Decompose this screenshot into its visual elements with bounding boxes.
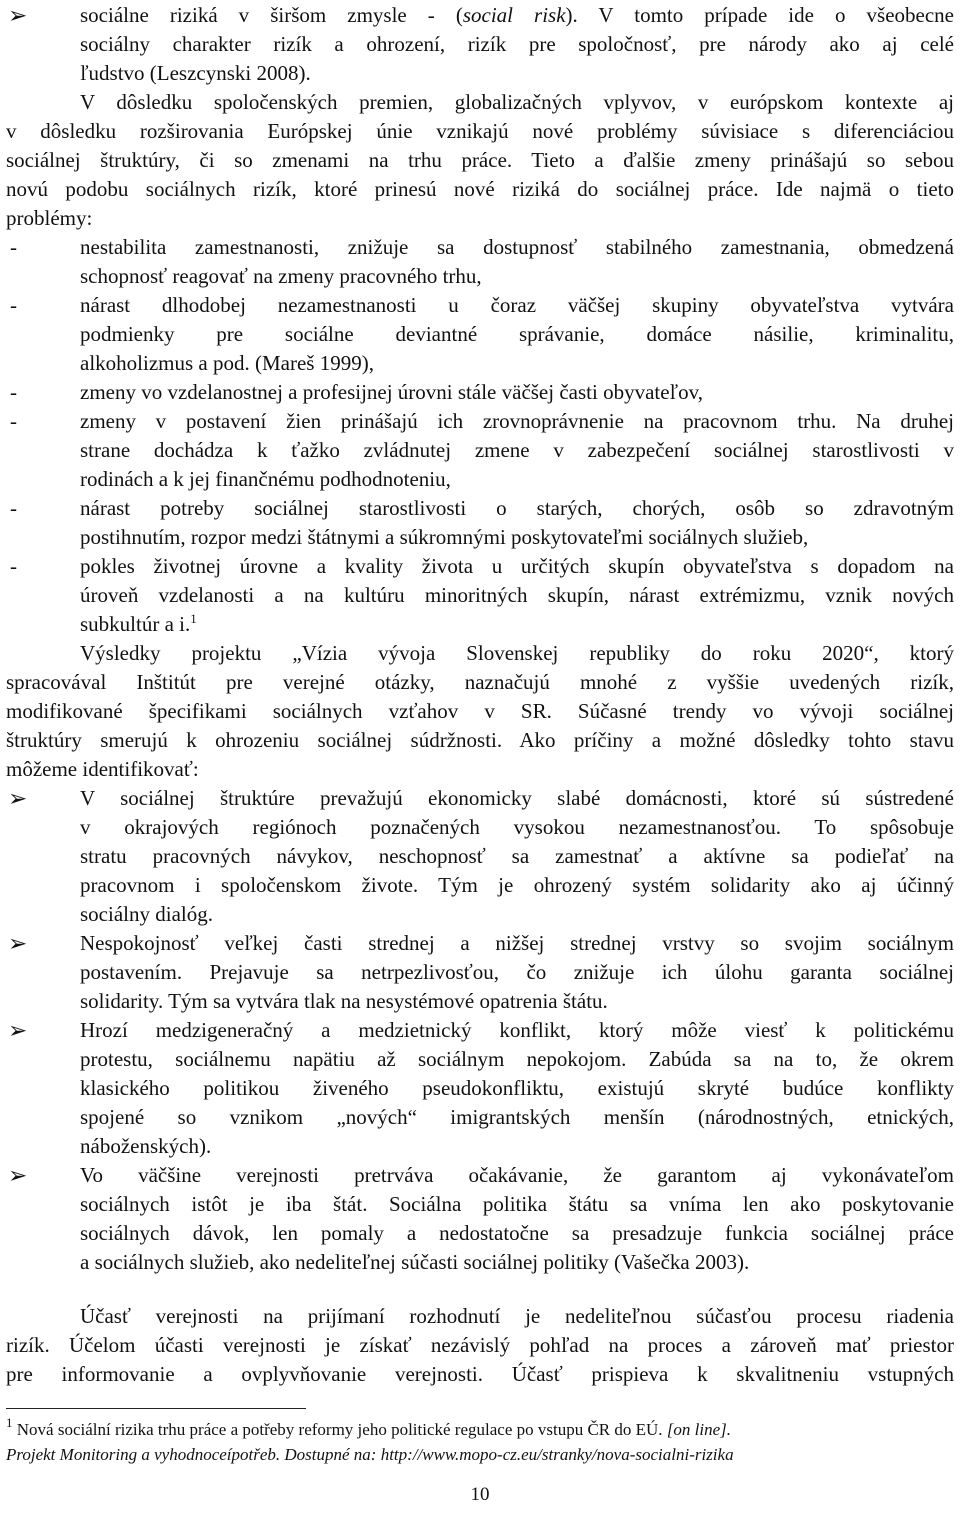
body-line: v dôsledku rozširovania Európskej únie vznikajú nové problémy súvisiace s diferenciáciou: [6, 119, 954, 143]
body-line: protestu, sociálnemu napätiu až sociálnym nepokojom. Zabúda sa na to, že okrem: [80, 1047, 954, 1071]
body-line: stratu pracovných návykov, neschopnosť sa zamestnať a aktívne sa podieľať na: [80, 844, 954, 868]
body-line: zmeny vo vzdelanostnej a profesijnej úrovni stále väčšej časti obyvateľov,: [80, 380, 703, 404]
body-line: spracovával Inštitút pre verejné otázky, naznačujú mnohé z vyššie uvedených rizík,: [6, 670, 954, 694]
footnote-text: Nová sociální rizika trhu práce a potřeby reformy jeho politické regulace po vstupu ČR do EÚ.: [16, 1420, 663, 1439]
body-line: schopnosť reagovať na zmeny pracovného trhu,: [80, 264, 482, 288]
body-line: náboženských).: [80, 1134, 212, 1158]
body-line: zmeny v postavení žien prinášajú ich zrovnoprávnenie na pracovnom trhu. Na druhej: [80, 409, 954, 433]
body-line: klasického politikou živeného pseudokonfliktu, existujú skryté budúce konflikty: [80, 1076, 954, 1100]
body-line: V sociálnej štruktúre prevažujú ekonomicky slabé domácnosti, ktoré sú sústredené: [80, 786, 954, 810]
arrow-bullet-icon: ➢: [8, 1163, 28, 1188]
body-line: sociálnych istôt je iba štát. Sociálna politika štátu sa vníma len ako poskytovanie: [80, 1192, 954, 1216]
line-text: subkultúr a i.: [80, 612, 191, 636]
body-line: postihnutím, rozpor medzi štátnymi a súkromnými poskytovateľmi sociálnych služieb,: [80, 525, 809, 549]
arrow-bullet-icon: ➢: [8, 3, 28, 28]
footnote-separator: [6, 1408, 306, 1409]
body-line: [80, 610, 954, 639]
dash-bullet: -: [10, 235, 17, 259]
body-line: postavením. Prejavuje sa netrpezlivosťou, čo znižuje ich úlohu garanta sociálnej: [80, 960, 954, 984]
footnote-line: [6, 1443, 734, 1467]
body-line: ľudstvo (Leszcynski 2008).: [80, 61, 311, 85]
body-line: pracovnom i spoločenskom živote. Tým je ohrozený systém solidarity ako aj účinný: [80, 873, 954, 897]
body-line: alkoholizmus a pod. (Mareš 1999),: [80, 351, 374, 375]
footnote-source: Projekt Monitoring a vyhodnoceípotřeb. Dostupné na: http://www.mopo-cz.eu/stranky/nova-socialni-rizika: [6, 1445, 734, 1464]
body-line: pokles životnej úrovne a kvality života u určitých skupín obyvateľstva s dopadom na: [80, 554, 954, 578]
footnote-number: 1: [6, 1415, 13, 1430]
body-line: spojené so vznikom „nových“ imigrantských menšín (národnostných, etnických,: [80, 1105, 954, 1129]
body-line: pre informovanie a ovplyvňovanie verejnosti. Účasť prispieva k skvalitneniu vstupných: [6, 1362, 954, 1386]
body-line: nestabilita zamestnanosti, znižuje sa dostupnosť stabilného zamestnania, obmedzená: [80, 235, 954, 259]
body-line: Nespokojnosť veľkej časti strednej a nižšej strednej vrstvy so svojim sociálnym: [80, 931, 954, 955]
arrow-bullet-icon: ➢: [8, 1018, 28, 1043]
page-number: 10: [470, 1484, 490, 1505]
dash-bullet: -: [10, 380, 17, 404]
body-line: sociálny charakter rizík a ohrození, rizík pre spoločnosť, pre národy ako aj celé: [80, 32, 954, 56]
body-line: sociálny dialóg.: [80, 902, 213, 926]
body-line: problémy:: [6, 206, 93, 230]
dash-bullet: -: [10, 409, 17, 433]
arrow-bullet-icon: ➢: [8, 786, 28, 811]
body-line: môžeme identifikovať:: [6, 757, 199, 781]
body-line: modifikované špecifikami sociálnych vzťahov v SR. Súčasné trendy vo vývoji sociálnej: [6, 699, 954, 723]
body-line: novú podobu sociálnych rizík, ktoré prinesú nové riziká do sociálnej práce. Ide najmä o tieto: [6, 177, 954, 201]
italic-term: social risk: [462, 3, 566, 27]
arrow-bullet-icon: ➢: [8, 931, 28, 956]
dash-bullet: -: [10, 293, 17, 317]
body-line: Vo väčšine verejnosti pretrváva očakávanie, že garantom aj vykonávateľom: [80, 1163, 954, 1187]
dash-bullet: -: [10, 496, 17, 520]
body-line: strane dochádza k ťažko zvládnutej zmene v zabezpečení sociálnej starostlivosti v: [80, 438, 954, 462]
footnote-line: [6, 1415, 732, 1442]
footnote-italic: [on line].: [666, 1420, 732, 1439]
body-line: rizík. Účelom účasti verejnosti je získať nezávislý pohľad na proces a zároveň mať priestor: [6, 1333, 954, 1357]
body-line: úroveň vzdelanosti a na kultúru minoritných skupín, nárast extrémizmu, vznik nových: [80, 583, 954, 607]
body-line: štruktúry smerujú k ohrozeniu sociálnej súdržnosti. Ako príčiny a možné dôsledky tohto stavu: [6, 728, 954, 752]
body-line: Účasť verejnosti na prijímaní rozhodnutí je nedeliteľnou súčasťou procesu riadenia: [80, 1304, 954, 1328]
footnote-reference[interactable]: 1: [190, 611, 197, 626]
body-line: Hrozí medzigeneračný a medzietnický konflikt, ktorý môže viesť k politickému: [80, 1018, 954, 1042]
body-line: V dôsledku spoločenských premien, globalizačných vplyvov, v európskom kontexte aj: [80, 90, 954, 114]
body-line: solidarity. Tým sa vytvára tlak na nesystémové opatrenia štátu.: [80, 989, 608, 1013]
body-line: nárast potreby sociálnej starostlivosti o starých, chorých, osôb so zdravotným: [80, 496, 954, 520]
body-line: rodinách a k jej finančnému podhodnoteniu,: [80, 467, 451, 491]
body-line: sociálne riziká v širšom zmysle - (social risk). V tomto prípade ide o všeobecne: [80, 3, 954, 27]
body-line: sociálnych dávok, len pomaly a nedostatočne sa presadzuje funkcia sociálnej práce: [80, 1221, 954, 1245]
body-line: podmienky pre sociálne deviantné správanie, domáce násilie, kriminalitu,: [80, 322, 954, 346]
body-line: sociálnej štruktúry, či so zmenami na trhu práce. Tieto a ďalšie zmeny prinášajú so sebou: [6, 148, 954, 172]
body-line: Výsledky projektu „Vízia vývoja Slovenskej republiky do roku 2020“, ktorý: [80, 641, 954, 665]
dash-bullet: -: [10, 554, 17, 578]
body-line: a sociálnych služieb, ako nedeliteľnej súčasti sociálnej politiky (Vašečka 2003).: [80, 1250, 750, 1274]
body-line: v okrajových regiónoch poznačených vysokou nezamestnanosťou. To spôsobuje: [80, 815, 954, 839]
body-line: nárast dlhodobej nezamestnanosti u čoraz väčšej skupiny obyvateľstva vytvára: [80, 293, 954, 317]
